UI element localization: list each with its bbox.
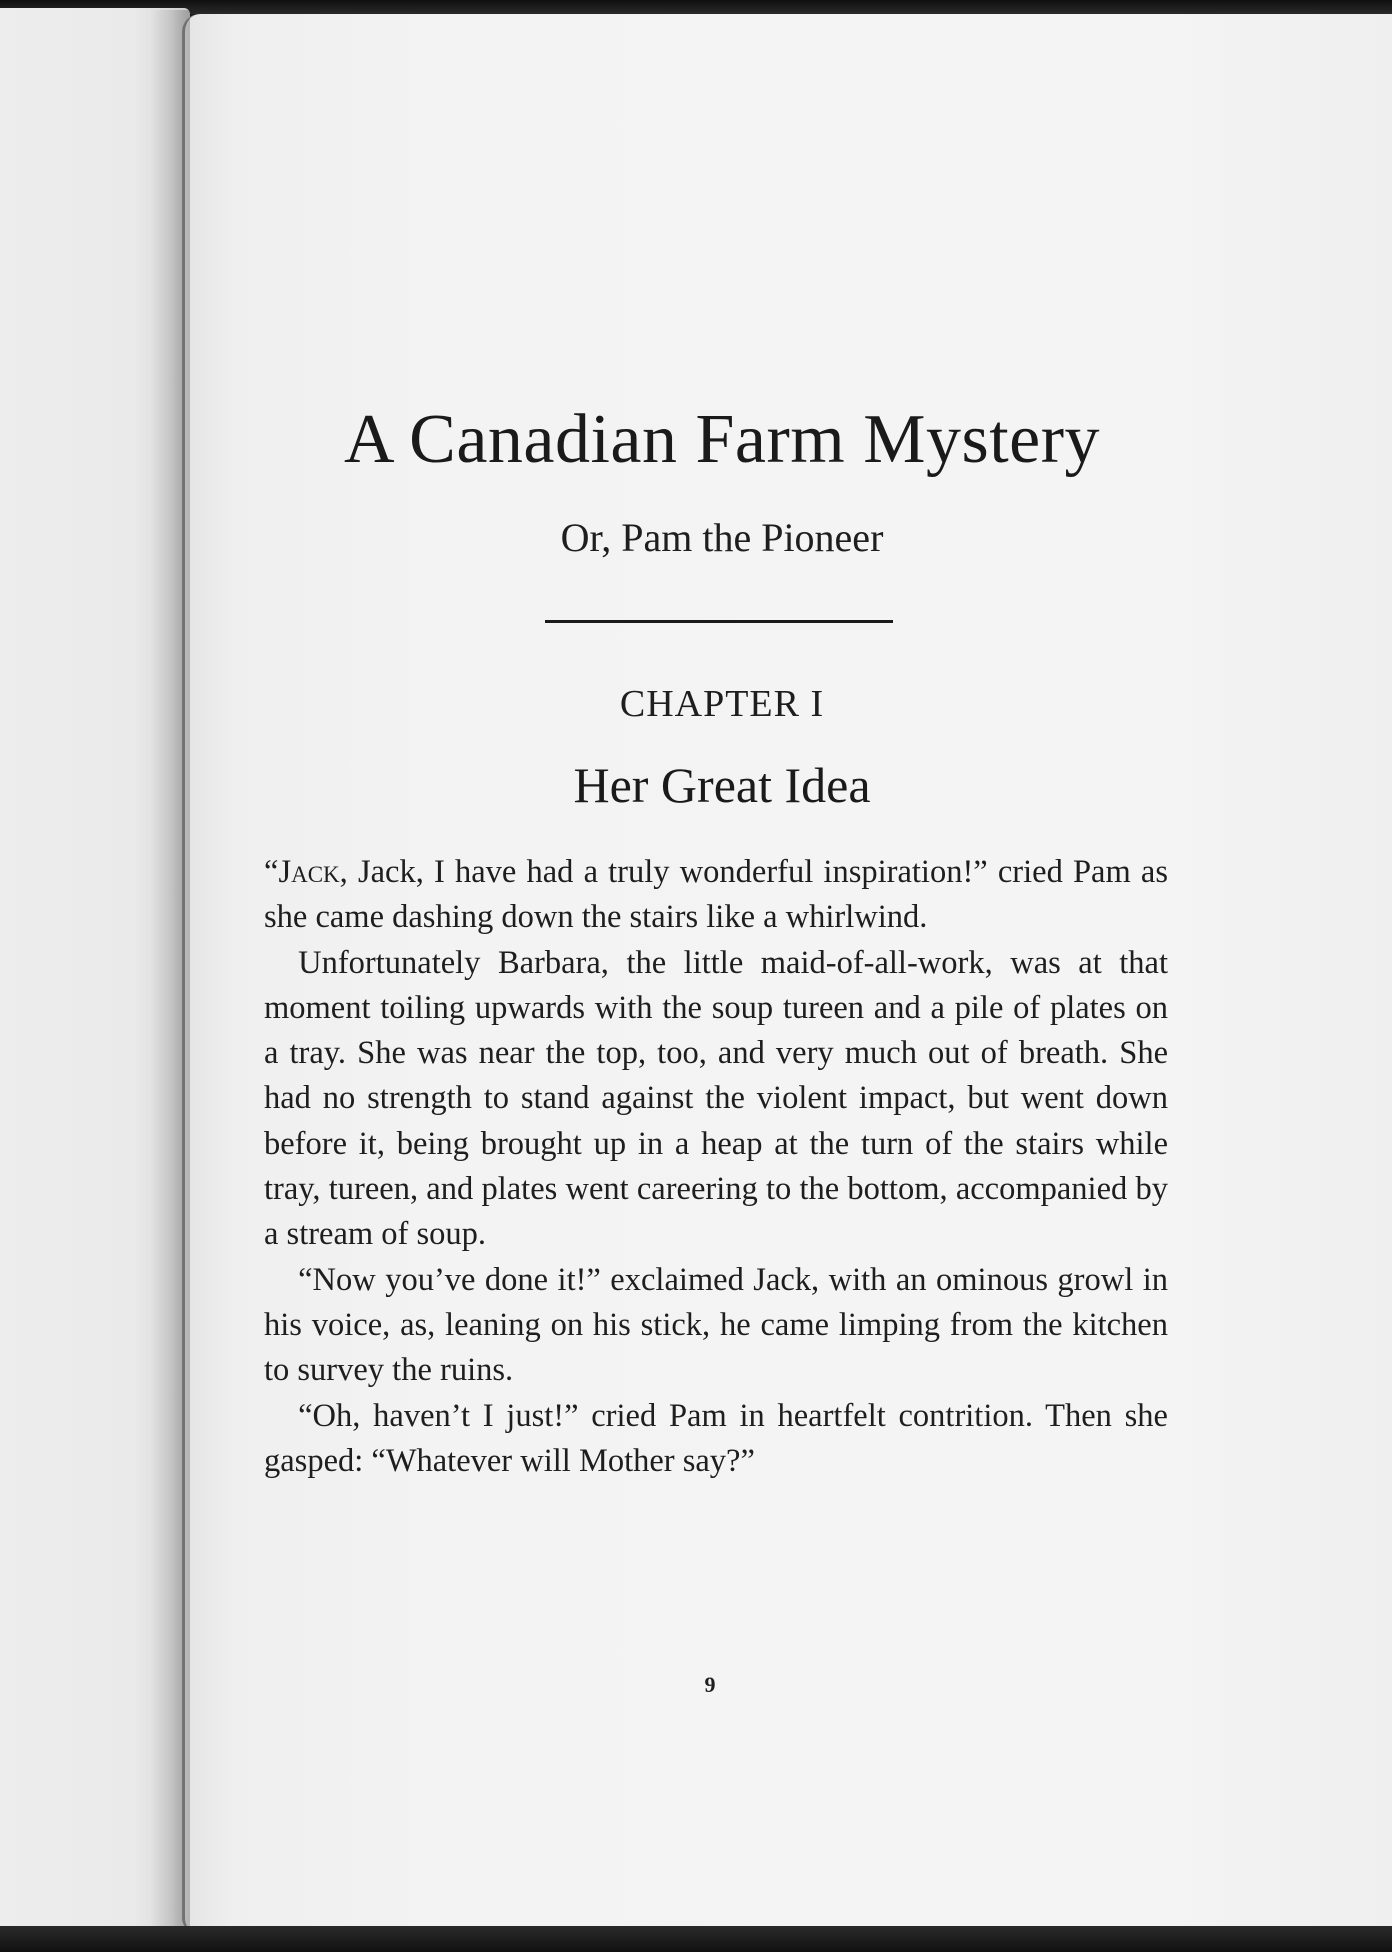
book-title: A Canadian Farm Mystery: [343, 401, 1101, 478]
chapter-label: CHAPTER I: [619, 683, 825, 725]
page-number: 9: [704, 1672, 716, 1697]
paragraph-4: “Oh, haven’t I just!” cried Pam in heartfelt contrition. Then she gasped: “Whatever will Mother say?”: [264, 1397, 1168, 1479]
book-bottom-edge: [0, 1926, 1392, 1952]
chapter-title: Her Great Idea: [573, 757, 871, 813]
paragraph-1: [264, 850, 1168, 941]
paragraph-1-open-quote: “: [264, 854, 279, 890]
book-top-edge: [0, 0, 1392, 14]
book-gutter-shadow: [150, 10, 190, 1926]
title-divider: [545, 620, 893, 623]
paragraph-1-lead-word: Jack: [278, 854, 340, 890]
book-subtitle: Or, Pam the Pioneer: [560, 515, 884, 560]
chapter-body: [264, 850, 1168, 1484]
paragraph-2: Unfortunately Barbara, the little maid-of-all-work, was at that moment toiling upwards with the soup tureen and a pile of plates on a tray. She was near the top, too, and very much out of breath. She had no strength to stand against the violent impact, but went down before it, being brought up in a heap at the turn of the stairs while tray, tureen, and plates went careering to the bottom, accompanied by a stream of soup.: [264, 944, 1168, 1253]
paragraph-3: “Now you’ve done it!” exclaimed Jack, with an ominous growl in his voice, as, leaning on his stick, he came limping from the kitchen to survey the ruins.: [264, 1261, 1168, 1389]
paragraph-1-text: , Jack, I have had a truly wonderful inspiration!” cried Pam as she came dashing down the stairs like a whirlwind.: [264, 854, 1168, 936]
